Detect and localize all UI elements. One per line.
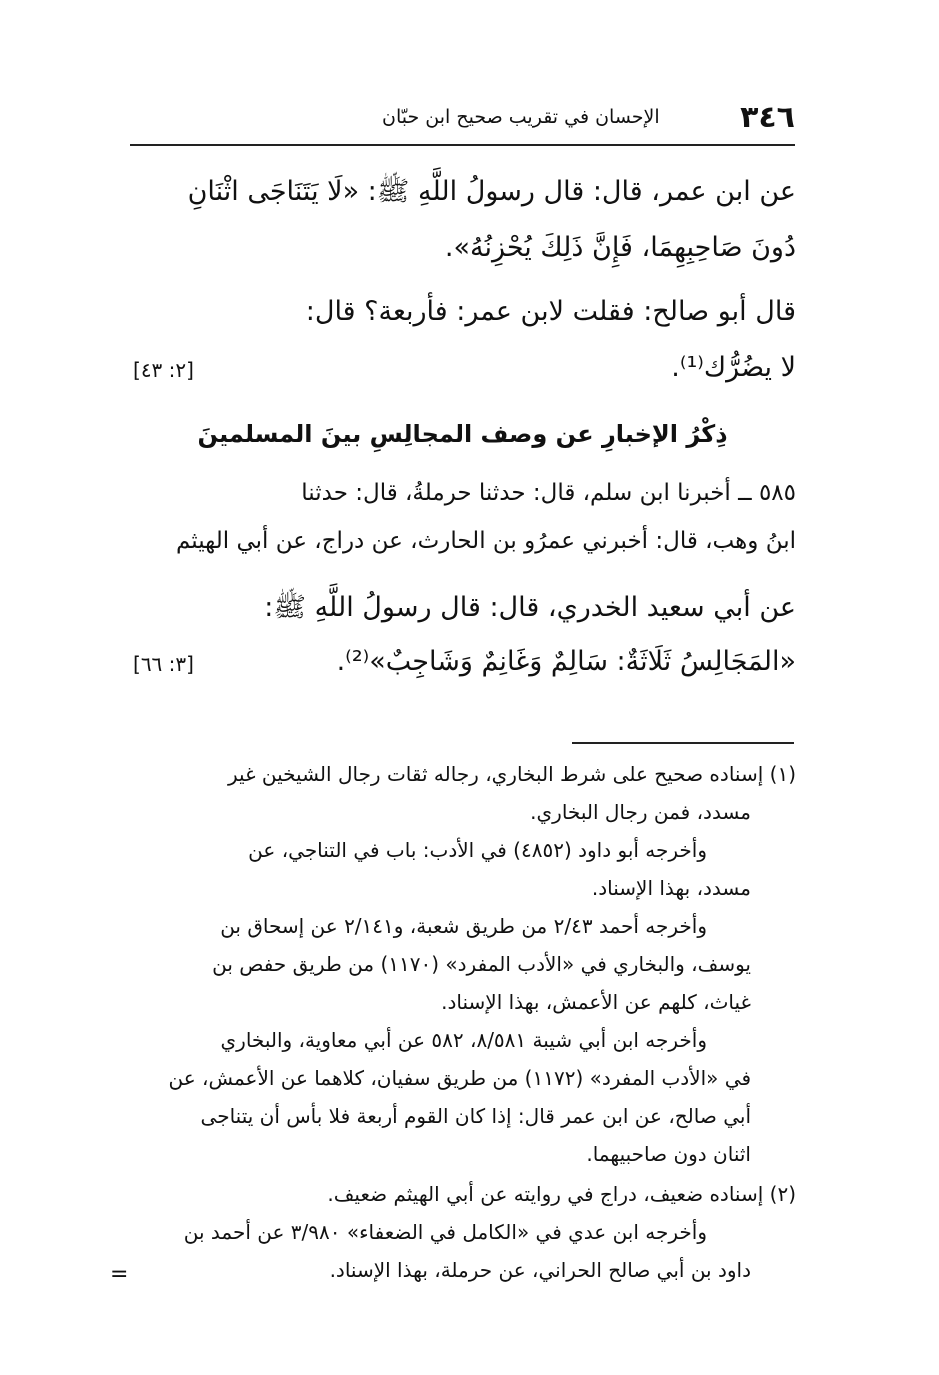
hadith-line: قال أبو صالح: فقلت لابن عمر: فأربعة؟ قال: (305, 296, 796, 327)
continuation-mark: = (110, 1262, 129, 1287)
footnote-line: مسدد، فمن رجال البخاري. (530, 800, 751, 824)
footnote-line: وأخرجه ابن أبي شيبة ٨/٥٨١، ٥٨٢ عن أبي معاوية، والبخاري (220, 1028, 707, 1052)
volume-page-reference: [٢: ٤٣] (133, 358, 194, 382)
footnote-separator (572, 742, 794, 744)
hadith-line: عن أبي سعيد الخدري، قال: قال رسولُ اللَّهِ ﷺ: (264, 592, 796, 623)
footnote-line: في «الأدب المفرد» (١١٧٢) من طريق سفيان، كلاهما عن الأعمش، عن (168, 1066, 751, 1090)
footnote-line: (١) إسناده صحيح على شرط البخاري، رجاله ثقات رجال الشيخين غير (228, 762, 796, 786)
running-title: الإحسان في تقريب صحيح ابن حبّان (382, 106, 660, 128)
footnote-line: (٢) إسناده ضعيف، دراج في روايته عن أبي الهيثم ضعيف. (327, 1182, 796, 1206)
footnote-line: اثنان دون صاحبيهما. (586, 1142, 751, 1166)
footnote-line: غياث، كلهم عن الأعمش، بهذا الإسناد. (441, 990, 751, 1014)
hadith-line: عن ابن عمر، قال: قال رسولُ اللَّهِ ﷺ: «لَا يَتَنَاجَى اثْنَانِ (187, 176, 796, 207)
page-header (130, 100, 795, 146)
footnote-line: يوسف، والبخاري في «الأدب المفرد» (١١٧٠) من طريق حفص بن (212, 952, 751, 976)
footnote-line: داود بن أبي صالح الحراني، عن حرملة، بهذا الإسناد. (329, 1258, 751, 1282)
hadith-line: «المَجَالِسُ ثَلَاثَةٌ: سَالِمٌ وَغَانِمٌ وَشَاجِبٌ»⁽²⁾. (336, 646, 796, 677)
hadith-line: دُونَ صَاحِبِهِمَا، فَإِنَّ ذَلِكَ يُحْزِنُهُ». (444, 232, 796, 263)
footnote-line: مسدد، بهذا الإسناد. (591, 876, 751, 900)
hadith-line: لا يضُرُّك⁽¹⁾. (671, 352, 796, 383)
page-number: ٣٤٦ (740, 100, 795, 135)
volume-page-reference: [٣: ٦٦] (133, 652, 194, 676)
section-heading: ذِكْرُ الإخبارِ عن وصف المجالِسِ بينَ المسلمينَ (197, 420, 728, 448)
footnote-line: وأخرجه ابن عدي في «الكامل في الضعفاء» ٣/٩٨٠ عن أحمد بن (183, 1220, 707, 1244)
footnote-line: أبي صالح، عن ابن عمر قال: إذا كان القوم أربعة فلا بأس أن يتناجى (200, 1104, 751, 1128)
footnote-line: وأخرجه أحمد ٢/٤٣ من طريق شعبة، و٢/١٤١ عن إسحاق بن (220, 914, 707, 938)
isnad-line: ابنُ وهب، قال: أخبرني عمرُو بن الحارث، عن دراج، عن أبي الهيثم (175, 528, 796, 554)
isnad-line: ٥٨٥ ــ أخبرنا ابن سلم، قال: حدثنا حرملةُ، قال: حدثنا (301, 480, 796, 506)
footnote-line: وأخرجه أبو داود (٤٨٥٢) في الأدب: باب في التناجي، عن (248, 838, 707, 862)
